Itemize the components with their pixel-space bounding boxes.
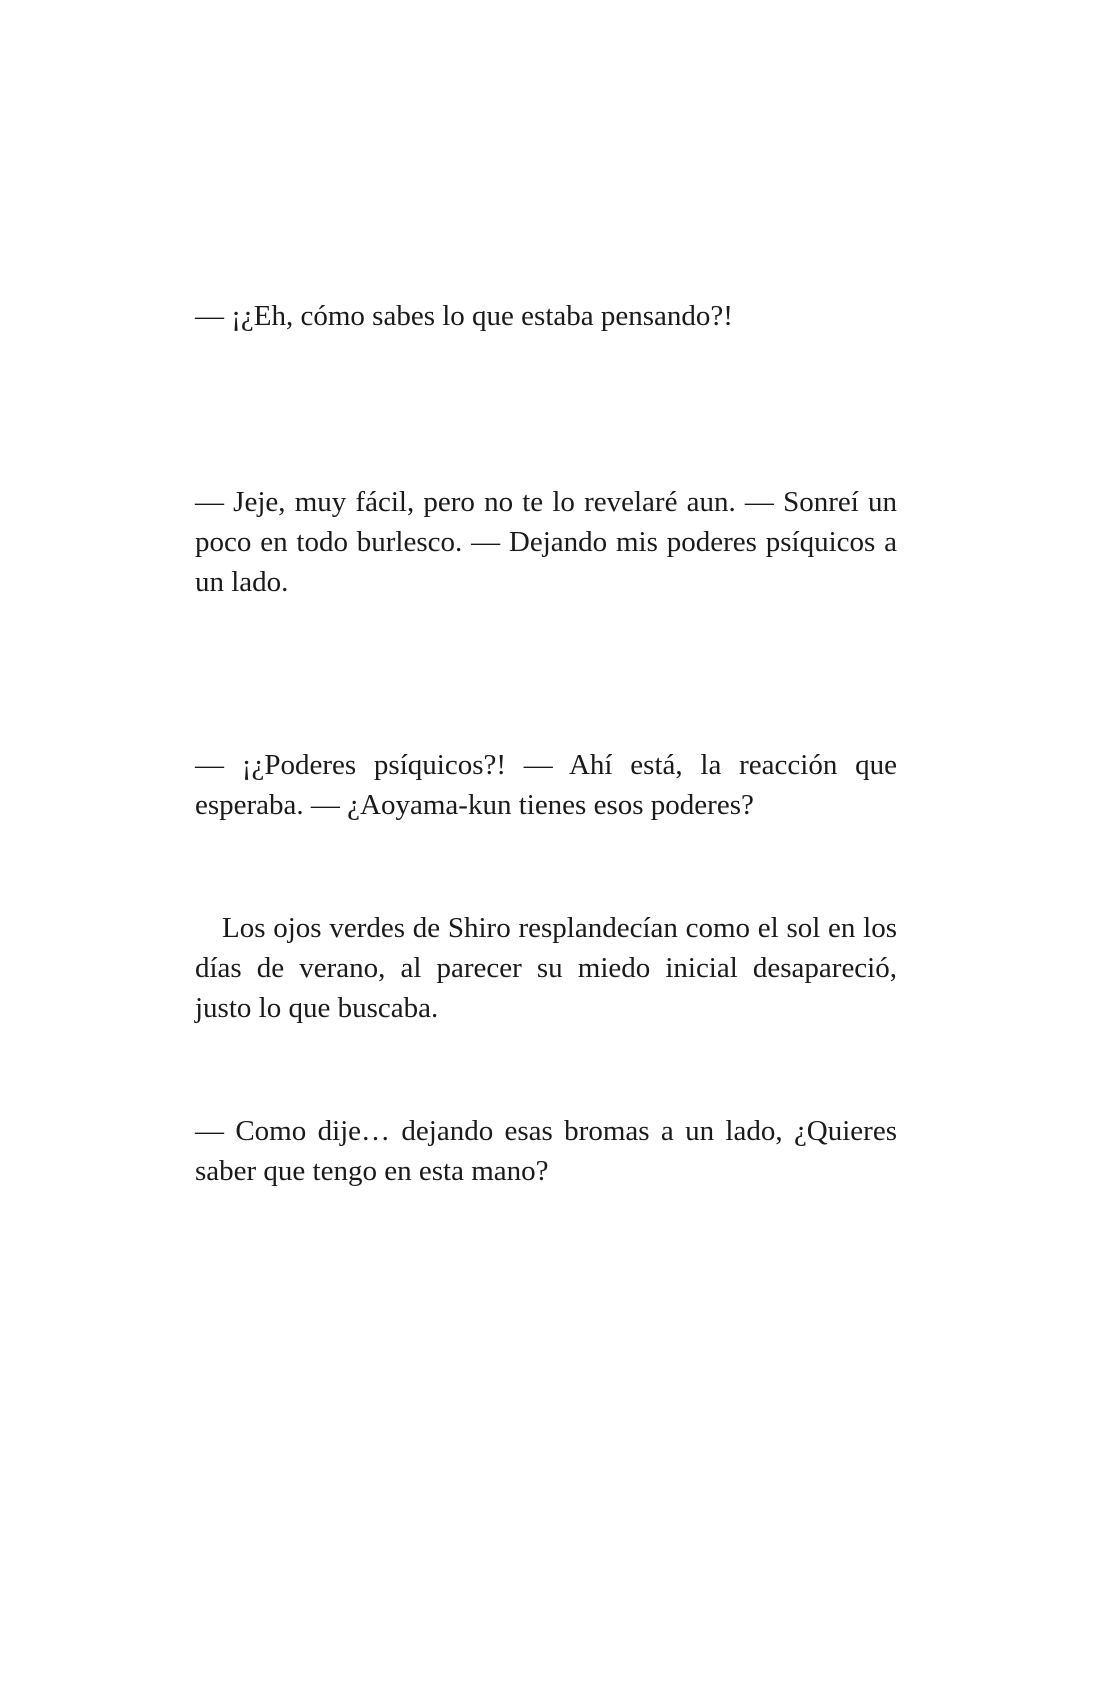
dialogue-paragraph-1: — ¡¿Eh, cómo sabes lo que estaba pensando?! — [195, 300, 733, 332]
dialogue-paragraph-4: — Como dije… dejando esas bromas a un lado, ¿Quieres saber que tengo en esta mano? — [195, 1115, 897, 1187]
narration-paragraph: Los ojos verdes de Shiro resplandecían como el sol en los días de verano, al parecer su miedo inicial desapareció, justo lo que buscaba. — [195, 912, 897, 1024]
dialogue-paragraph-2: — Jeje, muy fácil, pero no te lo revelaré aun. — Sonreí un poco en todo burlesco. — Dejando mis poderes psíquicos a un lado. — [195, 486, 897, 598]
dialogue-paragraph-3: — ¡¿Poderes psíquicos?! — Ahí está, la reacción que esperaba. — ¿Aoyama-kun tienes esos poderes? — [195, 749, 897, 821]
